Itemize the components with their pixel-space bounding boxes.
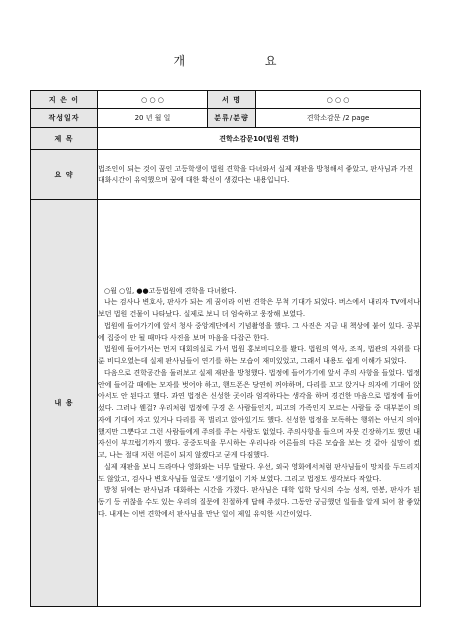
date-label: 작성일자 bbox=[31, 109, 98, 128]
category-label: 분류/분량 bbox=[208, 109, 256, 128]
summary-text: 법조인이 되는 것이 꿈인 고등학생이 법원 견학을 다녀와서 실제 재판을 방청해서 좋았고, 판사님과 가진 대화시간이 유익했으며 꿈에 대한 확신이 생겼다는 내용입니다. bbox=[98, 150, 421, 200]
paragraph: 법원에 들어가기에 앞서 청사 중앙계단에서 기념촬영을 했다. 그 사진은 지금 내 책상에 붙어 있다. 공부에 집중이 안 될 때마다 사진을 보며 마음을 다잡곤 한다. bbox=[98, 321, 420, 342]
paragraph: 방청 뒤에는 판사님과 대화하는 시간을 가졌다. 판사님은 대학 입학 당시의 수능 성적, 연봉, 판사가 된 동기 등 귀찮을 수도 있는 우리의 질문에 친절하게 답해 주셨다. 그동안 궁금했던 일들을 알게 되어 참 좋았다. 내게는 이번 견학에서 판사님을 만난 일이 제일 유익한 시간이었다. bbox=[98, 486, 420, 518]
paragraph: 실제 재판을 보니 드라마나 영화와는 너무 달랐다. 우선, 외국 영화에서처럼 판사님들이 망치를 두드리지도 않았고, 검사나 변호사님들 얼굴도 '생기없이 기차 보였다. 그리고 법정도 생각보다 작았다. bbox=[98, 462, 420, 483]
date-value: 20 년 월 일 bbox=[98, 109, 208, 128]
category-value: 견학소감문 /2 page bbox=[256, 109, 421, 128]
reviewer-value: ○ ○ ○ bbox=[256, 91, 421, 109]
paragraph: 법원에 들어가서는 먼저 대회의실로 가서 법원 홍보비디오를 봤다. 법원의 역사, 조직, 법관의 자위를 다룬 비디오였는데 실제 판사님들이 연기를 하는 모습이 재미있었고, 그래서 내용도 쉽게 이해가 되었다. bbox=[98, 345, 420, 365]
writer-label: 지 은 이 bbox=[31, 91, 98, 109]
content-body bbox=[98, 200, 421, 607]
paragraph: 나는 검사나 변호사, 판사가 되는 게 꿈이라 이번 견학은 무척 기대가 되었다. 버스에서 내리자 TV에서나 보던 법원 건물이 나타났다. 실제로 보니 더 엄숙하고 웅장해 보였다. bbox=[98, 298, 420, 318]
reviewer-label: 서 명 bbox=[208, 91, 256, 109]
summary-label: 요 약 bbox=[31, 150, 98, 200]
paragraph: ○월 ○일, ●●고등법원에 견학을 다녀왔다. bbox=[104, 286, 237, 295]
content-label: 내 용 bbox=[31, 200, 98, 607]
overview-table bbox=[30, 90, 421, 607]
subject-value: 견학소감문10(법원 견학) bbox=[98, 128, 421, 150]
document-title: 개 요 bbox=[173, 54, 315, 68]
subject-label: 제 목 bbox=[31, 128, 98, 150]
writer-value: ○ ○ ○ bbox=[98, 91, 208, 109]
paragraph: 다음으로 견학공간을 둘러보고 실제 재판을 방청했다. 법정에 들어가기에 앞서 주의 사항을 들었다. 법정 안에 들어갈 때에는 모자를 벗어야 하고, 핸드폰은 당연히 꺼야하며, 다리를 꼬고 앉거나 의자에 기대어 앉아서도 안 된다고 했다. 과연 법정은 신성한 곳이라 엄격하다는 생각을 하며 경건한 마음으로 법정에 들어섰다. 그러나 웬걸? 우리처럼 법정에 구경 온 사람들인지, 피고의 가족인지 모르는 사람들 중 대부분이 의자에 기대어 자고 있거나 다리를 꼭 벌리고 앉아있기도 했다. 신성한 법정을 모독하는 행위는 아닌지 의아했지만 그뿐다고 그런 사람들에게 주의를 주는 사람도 없었다. 주의사항을 들으며 자못 긴장하기도 했던 내 자신이 부끄럽기까지 했다. 공중도덕을 무시하는 우리나라 어른들의 다른 모습을 보는 것 같아 실망이 컸고, 나는 절대 저런 어른이 되지 않겠다고 굳게 다짐했다. bbox=[98, 368, 420, 459]
